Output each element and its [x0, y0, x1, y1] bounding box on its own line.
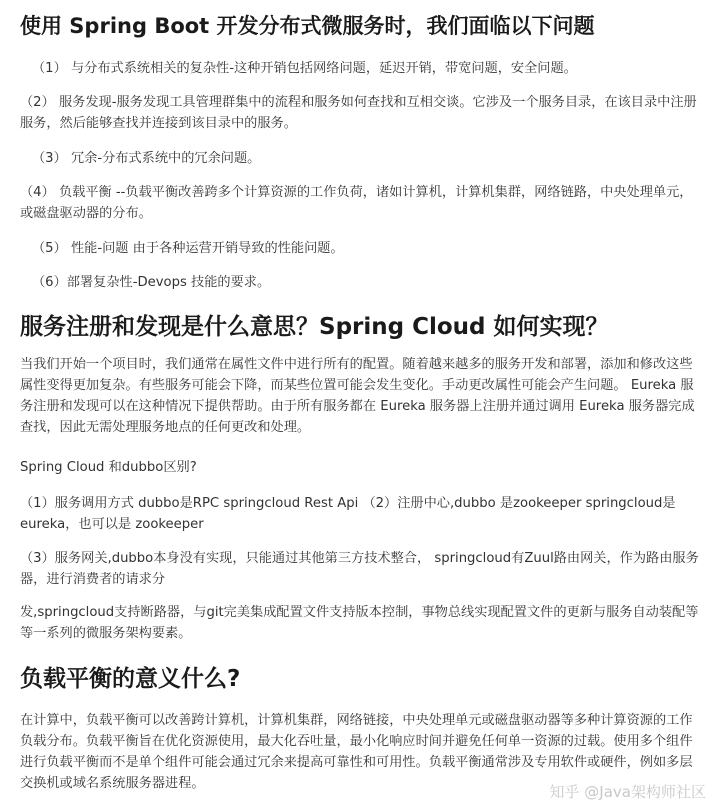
section2-question: Spring Cloud 和dubbo区别? [20, 460, 197, 475]
list-item: （3） 冗余-分布式系统中的冗余问题。 [32, 151, 261, 166]
list-item: （2） 服务发现-服务发现工具管理群集中的流程和服务如何查找和互相交谈。它涉及一个服务目录，在该目录中注册服务，然后能够查找并连接到该目录中的服务。 [20, 95, 697, 131]
watermark: 知乎 @Java架构师社区 [549, 783, 706, 801]
list-item: （6）部署复杂性-Devops 技能的要求。 [32, 275, 271, 290]
section3-body: 在计算中，负载平衡可以改善跨计算机，计算机集群，网络链接，中央处理单元或磁盘驱动器等多种计算资源的工作负载分布。负载平衡旨在优化资源使用，最大化吞吐量，最小化响应时间并避免任何单一资源的过载。使用多个组件进行负载平衡而不是单个组件可能会通过冗余来提高可靠性和可用性。负载平衡通常涉及专用软件或硬件，例如多层交换机或域名系统服务器进程。 [20, 713, 693, 791]
section2-intro: 当我们开始一个项目时，我们通常在属性文件中进行所有的配置。随着越来越多的服务开发和部署，添加和修改这些属性变得更加复杂。有些服务可能会下降，而某些位置可能会发生变化。手动更改属性可能会产生问题。 Eureka 服务注册和发现可以在这种情况下提供帮助。由于所有服务都在 Eureka 服务器上注册并通过调用 Eureka 服务器完成查找，因此无需处理服务地点的任何更改和处理。 [20, 357, 695, 435]
list-item: （4） 负载平衡 --负载平衡改善跨多个计算资源的工作负荷，诸如计算机，计算机集群，网络链路，中央处理单元，或磁盘驱动器的分布。 [20, 185, 693, 221]
list-item: （1） 与分布式系统相关的复杂性-这种开销包括网络问题，延迟开销，带宽问题，安全问题。 [32, 61, 577, 76]
section2-diff-3: （3）服务网关,dubbo本身没有实现，只能通过其他第三方技术整合， springcloud有Zuul路由网关，作为路由服务器，进行消费者的请求分 [20, 551, 699, 587]
section3-heading: 负载平衡的意义什么? [20, 666, 241, 692]
section2-diff-1: （1）服务调用方式 dubbo是RPC springcloud Rest Api （2）注册中心,dubbo 是zookeeper springcloud是eureka，也可以是 zookeeper [20, 496, 676, 532]
section1-heading: 使用 Spring Boot 开发分布式微服务时，我们面临以下问题 [20, 14, 595, 38]
list-item: （5） 性能-问题 由于各种运营开销导致的性能问题。 [32, 241, 344, 256]
section2-heading: 服务注册和发现是什么意思？Spring Cloud 如何实现？ [20, 314, 609, 340]
section2-diff-continued: 发,springcloud支持断路器，与git完美集成配置文件支持版本控制，事物总线实现配置文件的更新与服务自动装配等等一系列的微服务架构要素。 [20, 605, 699, 641]
